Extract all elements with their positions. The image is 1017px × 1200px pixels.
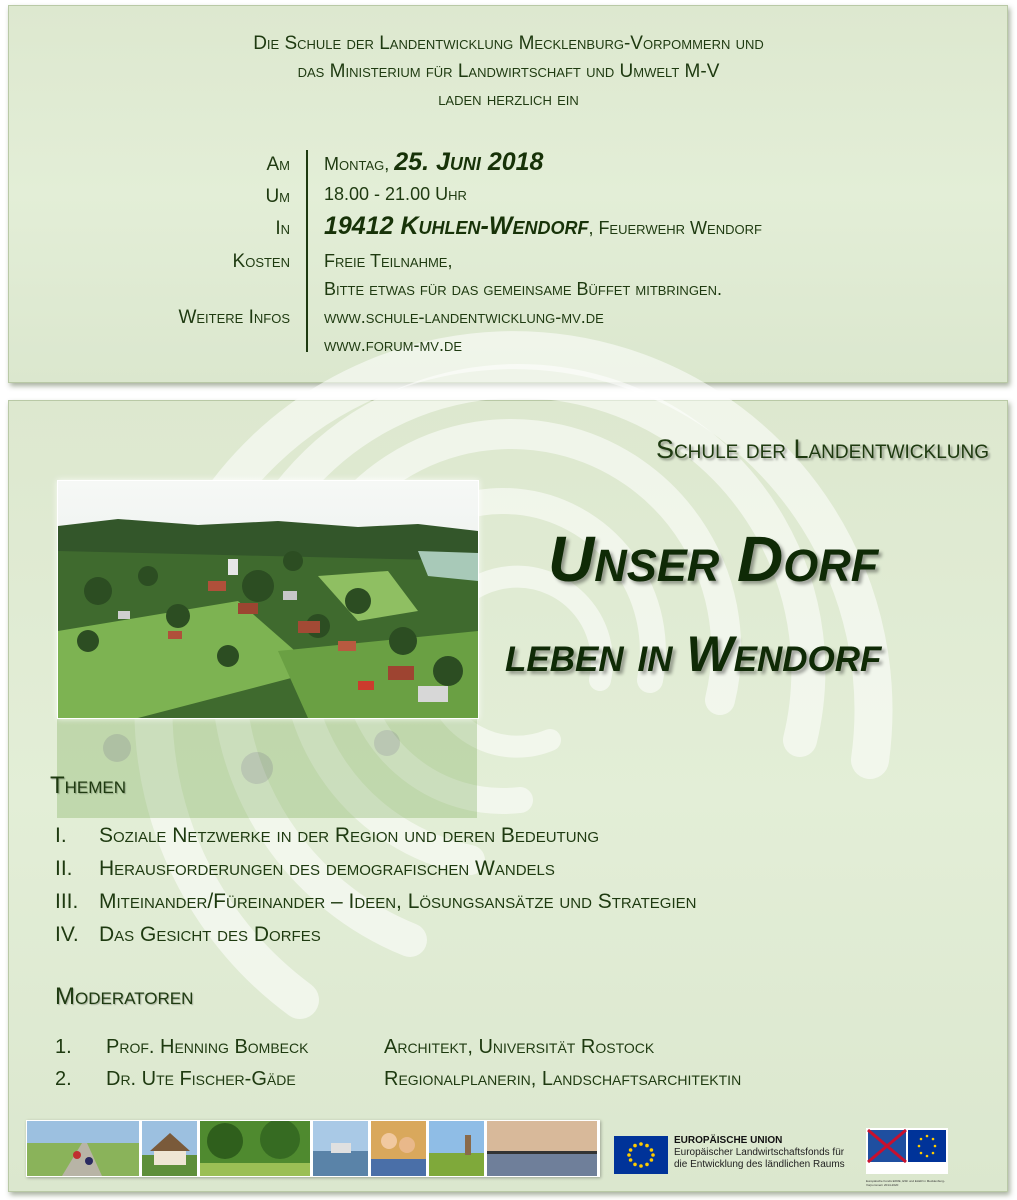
eu-line-2: Europäischer Landwirtschaftsfonds für [674, 1147, 845, 1158]
eu-logo-caption: Europäische Fonds EFRE, ESF und ELER in Mecklenburg-Vorpommern 2014-2020 [866, 1179, 945, 1187]
event-title-line-1: Unser Dorf [548, 523, 879, 595]
eu-flag-icon [614, 1136, 668, 1174]
tree-alley-photo [200, 1121, 310, 1176]
topic-number: I. [55, 824, 67, 847]
moderator-name: Prof. Henning Bombeck [106, 1036, 309, 1058]
topic-text: Miteinander/Füreinander – Ideen, Lösungsansätze und Strategien [99, 890, 697, 913]
photo-strip [26, 1120, 600, 1177]
invitation-line-3: laden herzlich ein [438, 89, 579, 110]
location-place: 19412 Kuhlen-Wendorf [324, 212, 589, 240]
moderator-number: 2. [55, 1068, 72, 1090]
details-divider [306, 150, 308, 352]
date-weekday: Montag, [324, 154, 390, 174]
moderator-role: Architekt, Universität Rostock [384, 1036, 655, 1058]
eu-line-1: EUROPÄISCHE UNION [674, 1135, 783, 1146]
date-value [324, 148, 543, 177]
invitation-line-1: Die Schule der Landentwicklung Mecklenburg-Vorpommern und [253, 33, 764, 54]
location-venue: , Feuerwehr Wendorf [588, 218, 762, 238]
date-date: 25. Juni 2018 [394, 148, 544, 176]
topic-number: II. [55, 857, 73, 880]
cyclists-photo [27, 1121, 139, 1176]
topic-item [55, 824, 599, 848]
topic-item [55, 857, 555, 881]
moderator-number: 1. [55, 1036, 72, 1058]
topic-number: IV. [55, 923, 79, 946]
topic-text: Soziale Netzwerke in der Region und deren Bedeutung [99, 824, 600, 847]
topic-number: III. [55, 890, 79, 913]
location-label: In [275, 218, 290, 239]
eu-line-3: die Entwicklung des ländlichen Raums [674, 1159, 845, 1170]
topic-text: Herausforderungen des demografischen Wandels [99, 857, 555, 880]
topics-heading: Themen [50, 772, 127, 799]
location-value [324, 212, 762, 241]
cost-line-2: Bitte etwas für das gemeinsame Büffet mitbringen. [324, 279, 722, 299]
info-url-2[interactable]: www.forum-mv.de [324, 335, 463, 355]
moderator-name: Dr. Ute Fischer-Gäde [106, 1068, 296, 1090]
time-label: Um [265, 186, 290, 207]
invitation-line-2: das Ministerium für Landwirtschaft und Umwelt M-V [297, 61, 720, 82]
moderators-heading: Moderatoren [55, 983, 194, 1010]
field-church-photo [429, 1121, 484, 1176]
people-photo [371, 1121, 426, 1176]
eu-funds-mv-logo [866, 1128, 948, 1187]
info-url-1[interactable]: www.schule-landentwicklung-mv.de [324, 307, 604, 327]
cost-label: Kosten [232, 251, 290, 272]
time-value: 18.00 - 21.00 Uhr [324, 184, 467, 204]
pier-sunset-photo [487, 1121, 597, 1176]
topic-text: Das Gesicht des Dorfes [99, 923, 321, 946]
series-title: Schule der Landentwicklung [655, 434, 989, 464]
topic-item [55, 890, 696, 914]
eu-funding-text [674, 1135, 869, 1171]
event-title-line-2: leben in Wendorf [505, 626, 882, 682]
topic-item [55, 923, 321, 947]
farmhouse-photo [142, 1121, 197, 1176]
village-aerial-photo [57, 480, 479, 719]
moderator-role: Regionalplanerin, Landschaftsarchitektin [384, 1068, 742, 1090]
more-info-label: Weitere Infos [178, 307, 290, 328]
date-label: Am [266, 154, 290, 175]
photo-reflection [57, 718, 477, 818]
invitation-header [0, 30, 1017, 114]
cost-line-1: Freie Teilnahme, [324, 251, 453, 271]
harbor-photo [313, 1121, 368, 1176]
